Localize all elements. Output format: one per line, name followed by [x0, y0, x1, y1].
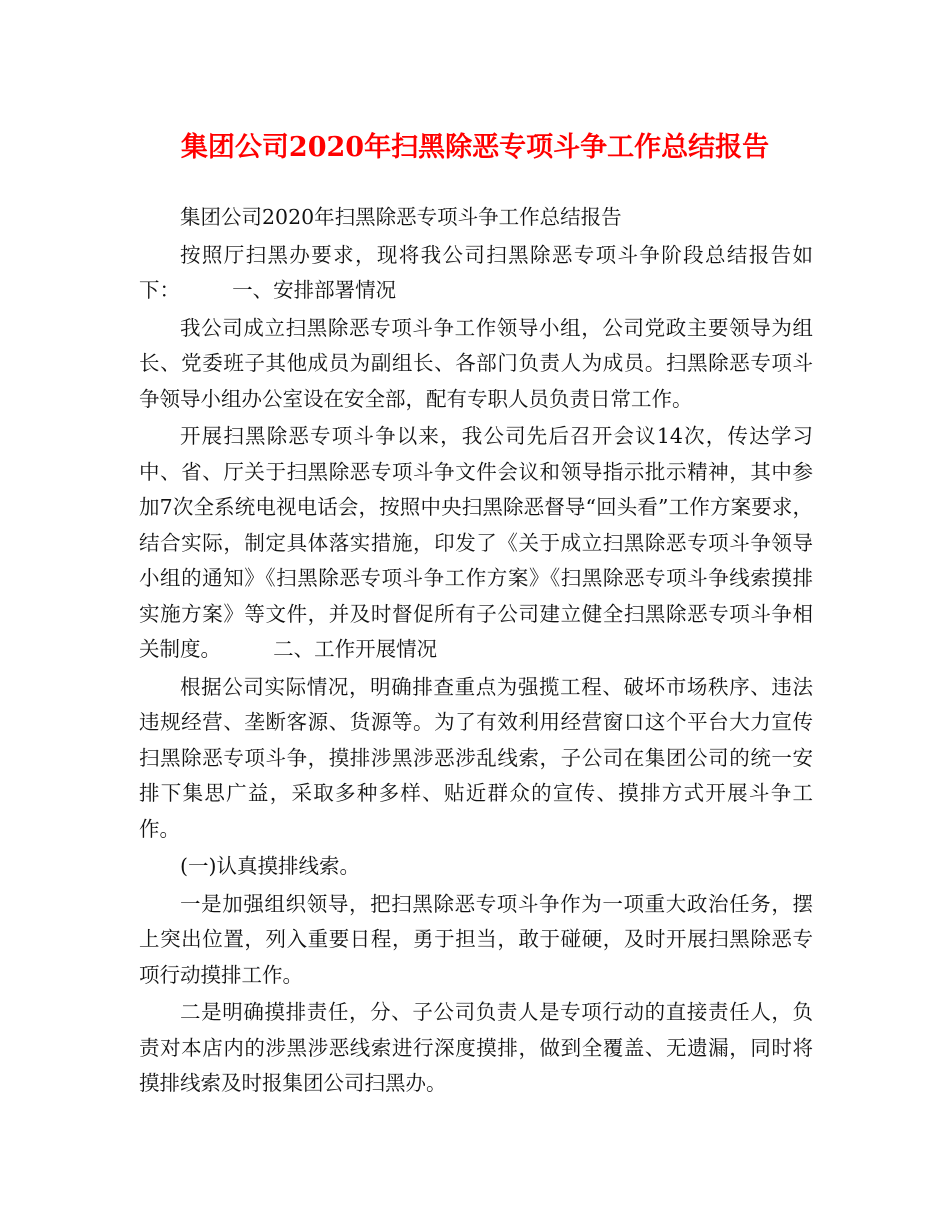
paragraph-intro	[139, 238, 813, 309]
paragraph-repeat-title	[139, 200, 813, 236]
section-heading-1: 一、安排部署情况	[232, 278, 397, 302]
paragraph-text: 二是明确摸排责任，分、子公司负责人是专项行动的直接责任人，负责对本店内的涉黑涉恶线索进行深度摸排，做到全覆盖、无遗漏，同时将摸排线索及时报集团公司扫黑办。	[139, 1000, 813, 1095]
paragraph-investigation-focus	[139, 670, 813, 848]
paragraph-point-two	[139, 995, 813, 1102]
paragraph-text: 集团公司2020年扫黑除恶专项斗争工作总结报告	[180, 205, 622, 229]
paragraph-meetings	[139, 419, 813, 668]
paragraph-text: 一是加强组织领导，把扫黑除恶专项斗争作为一项重大政治任务，摆上突出位置，列入重要日程，勇于担当，敢于碰硬，及时开展扫黑除恶专项行动摸排工作。	[139, 891, 813, 987]
document-body	[139, 200, 813, 1102]
paragraph-text: 按照厅扫黑办要求，现将我公司扫黑除恶专项斗争阶段总结报告如下：	[139, 242, 813, 302]
paragraph-text: 开展扫黑除恶专项斗争以来，我公司先后召开会议14次，传达学习中、省、厅关于扫黑除恶专项斗争文件会议和领导指示批示精神，其中参加7次全系统电视电话会，按照中央扫黑除恶督导“回头看”工作方案要求，结合实际，制定具体落实措施，印发了《关于成立扫黑除恶专项斗争领导小组的通知》《扫黑除恶专项斗争工作方案》《扫黑除恶专项斗争线索摸排实施方案》等文件，并及时督促所有子公司建立健全扫黑除恶专项斗争相关制度。	[139, 424, 813, 661]
paragraph-point-one	[139, 887, 813, 994]
paragraph-text: 我公司成立扫黑除恶专项斗争工作领导小组，公司党政主要领导为组长、党委班子其他成员为副组长、各部门负责人为成员。扫黑除恶专项斗争领导小组办公室设在安全部，配有专职人员负责日常工作。	[139, 315, 813, 411]
subheading-clues	[139, 849, 813, 885]
paragraph-text: (一)认真摸排线索。	[180, 854, 360, 878]
paragraph-leadership-group	[139, 311, 813, 418]
section-heading-2: 二、工作开展情况	[273, 637, 438, 661]
paragraph-text: 根据公司实际情况，明确排查重点为强揽工程、破坏市场秩序、违法违规经营、垄断客源、货源等。为了有效利用经营窗口这个平台大力宣传扫黑除恶专项斗争，摸排涉黑涉恶涉乱线索，子公司在集团公司的统一安排下集思广益，采取多种多样、贴近群众的宣传、摸排方式开展斗争工作。	[139, 674, 813, 841]
document-title: 集团公司2020年扫黑除恶专项斗争工作总结报告	[180, 132, 770, 163]
